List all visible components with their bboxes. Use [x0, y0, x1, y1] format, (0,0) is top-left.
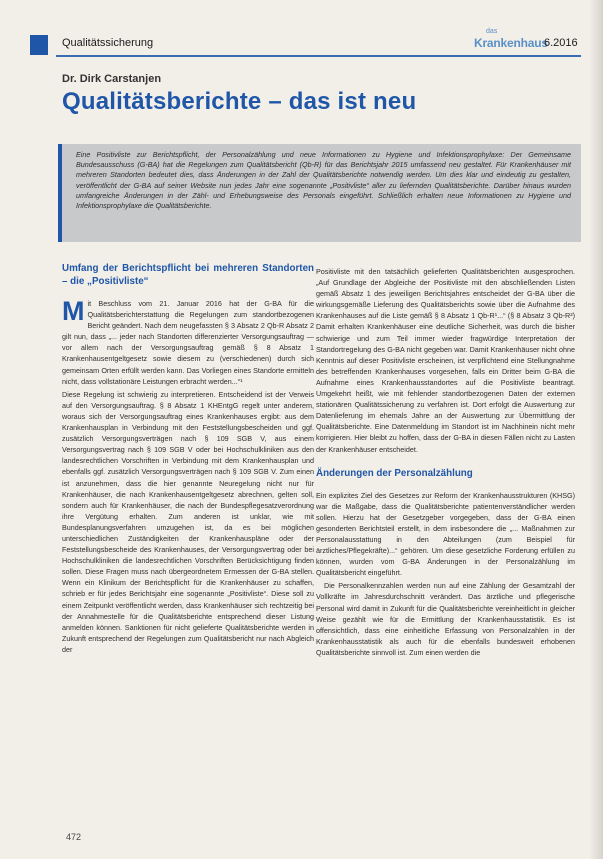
right-paragraph-3: Die Personalkennzahlen werden nun auf eine Zählung der Gesamtzahl der Vollkräfte im Jahresdurchschnitt verändert. Das ärztliche und pflegerische Personal wird damit in Zukunft für die Qualitätsberichte vereinheitlicht in gleicher Weise gezählt wie für die Ermittlung der Krankenhausstatistik. Es ist offensichtlich, dass eine einheitliche Erfassung von Personalzahlen in der Krankenhausstatistik als auch für die ebenfalls bundesweit erhobenen Qualitätsberichte sinnvoll ist. Zum einen werden die — [316, 581, 575, 657]
left-column-heading: Umfang der Berichtspflicht bei mehreren Standorten – die „Positivliste“ — [62, 263, 314, 287]
section-color-tab — [30, 35, 48, 55]
left-paragraph-1-text: it Beschluss vom 21. Januar 2016 hat der G-BA für die Qualitätsberichterstattung die Regelungen zum standortbezogenen Bericht geändert. Nach dem neugefassten § 3 Absatz 2 Qb-R Absatz 2 gilt nun, dass „... jeder nach Standorten differenzierter Versorgungsauftrag — vor allem nach der Versorgungsauftrag gemäß § 8 Absatz 1 Krankenhausentgeltgesetz sowie diesem zu (verschiedenen) durch sich gemeinsam Orten erfüllt werden kann. Das Vorliegen eines Standorte ermitteln nicht, dass vollstationäre Leistungen erbracht werden...“¹ — [62, 299, 314, 386]
left-paragraph-1 — [62, 298, 314, 387]
scan-edge-shadow — [589, 0, 603, 859]
page-number: 472 — [66, 832, 82, 842]
right-paragraph-1: Positivliste mit den tatsächlich gelieferten Qualitätsberichten ausgesprochen. „Auf Grundlage der Abgleiche der Positivliste mit den abschließenden Listen gemäß Absatz 1 des jeweiligen Berichtsjahres entscheidet der G-BA über die wirkungsgemäße Lieferung des Qualitätsberichts sowie über die Aufnahme des Krankenhauses auf die Liste gemäß § 8 Absatz 1 Qb-R¹...“ (§ 8 Absatz 3 Qb-R²) Damit erhalten Krankenhäuser eine deutliche Sicherheit, was durch die bisher schwierige und zum Teil immer wieder fragwürdige Interpretation der Standortregelung des G-BA nicht gegeben war. Damit Krankenhäuser nicht ohne Kenntnis auf dieser Positivliste erscheinen, ist verpflichtend eine Stellungnahme des betreffenden Krankenhauses vorgesehen, falls ein Dritter beim G-BA die Aufnahme eines Krankenhausstandortes auf die Positivliste beantragt. Umgekehrt heißt, wie mit fehlender standortbezogenen Daten der externen stationären Qualitätssicherung zu verfahren ist. Dort erfolgt die Auswertung zur Datenlieferung im ehemals Jahre an der Auswertung zur Übermittlung der Qualitätsberichte. Eine Datenmeldung im Standort ist im Nachhinein nicht mehr korrigieren. Hier bleibt zu hoffen, dass der G-BA in diesen Fällen nicht zu Lasten der Krankenhäuser entscheidet. — [316, 267, 575, 454]
right-column — [316, 266, 575, 832]
header-divider — [56, 55, 581, 57]
magazine-logo — [474, 28, 548, 51]
article-author: Dr. Dirk Carstanjen — [62, 73, 162, 85]
magazine-logo-small: das — [486, 28, 498, 35]
magazine-logo-name: Krankenhaus — [474, 36, 548, 50]
right-paragraph-2: Ein explizites Ziel des Gesetzes zur Reform der Krankenhausstrukturen (KHSG) war die Maßgabe, dass die Qualitätsberichte patientenverständlicher werden sollen. Hierzu hat der Gesetzgeber vorgegeben, dass der G-BA einen gesonderten Berichtsteil erstellt, in dem insbesondere die „... Maßnahmen zur Personalausstattung in den Abteilungen (zum Beispiel für ärztliches/Pflegekräfte)...“ gehören. Um diese gesetzliche Forderung erfüllen zu können, wurden vom G-BA Änderungen in der Personalzählung im Qualitätsbericht eingeführt. — [316, 490, 575, 578]
article-abstract: Eine Positivliste zur Berichtspflicht, der Personalzählung und neue Informationen zu Hygiene und Infektionsprophylaxe: Der Gemeinsame Bundesausschuss (G-BA) hat die Regelungen zum Qualitätsbericht (Qb-R) für das Berichtsjahr 2015 umfassend neu gestaltet. Für Krankenhäuser mit mehreren Standorten bedeutet dies, dass Änderungen in der Zahl der Qualitätsberichte notwendig werden. Um dies klar und eindeutig zu gestalten, veröffentlicht der G-BA auf seiner Website nun jedes Jahr eine sogenannte „Positivliste“ aller zu liefernden Qualitätsberichte. Darüber hinaus wurden umfangreiche Änderungen in der Zähl- und Erhebungsweise des Personals eingeführt. Schließlich erhalten neue Informationen zu Hygiene und Infektionsprophylaxe die Qualitätsberichte. — [58, 144, 581, 242]
article-title: Qualitätsberichte – das ist neu — [62, 88, 417, 115]
issue-number: 6.2016 — [544, 37, 578, 49]
drop-cap: M — [62, 296, 85, 326]
left-column — [62, 262, 314, 832]
left-paragraph-2: Diese Regelung ist schwierig zu interpretieren. Entscheidend ist der Verweis auf den Versorgungsauftrag. § 8 Absatz 1 KHEntgG regelt unter anderem, woraus sich der Versorgungsauftrag eines Krankenhauses ergibt: aus dem Krankenhausplan in Verbindung mit den Feststellungsbescheiden und ggf. zusätzlich Versorgungsverträgen nach § 109 SGB V, aus einem Versorgungsvertrag nach § 109 SGB V oder bei Hochschulkliniken aus den landesrechtlichen Vorschriften in Verbindung mit dem Krankenhausplan und ebenfalls ggf. zusätzlich Versorgungsverträgen nach § 109 SGB V. Zum einen ist anzunehmen, dass die hier genannte Neuregelung nicht nur für Krankenhäuser, die nach Krankenhausentgeltgesetz abrechnen, gelten soll, sondern auch für Krankenhäuser, die nach der Bundespflegesatzverordnung ihre Vergütung erhalten. Zum anderen ist unklar, wie mit Bundesplanungsverfahren umzugehen ist, da es bei möglichen unterschiedlichen Zuständigkeiten der Krankenhauspläne oder der Feststellungsbescheide des Krankenhauses, der Versorgungsvertrag oder bei Hochschulkliniken die landesrechtlichen Vorschriften Berücksichtigung finden sollen. Diese Fragen muss nach übergeordnetem Ermessen der G-BA stellen. Wenn ein Klinikum der Berichtspflicht für die Krankenhäuser zu schaffen, schrieb er für jedes Berichtsjahr eine sogenannte „Positivliste“. Diese soll zu einem Zeitpunkt veröffentlicht werden, dass Krankenhäuser sich rechtzeitig bei der Annahmestelle für die Qualitätsberichte entsprechend dieser Listung anmelden können. Sanktionen für nicht gelieferte Qualitätsberichte werden in Zukunft entsprechend der Regelungen zum Qualitätsbericht nur nach Abgleich der — [62, 389, 314, 654]
right-column-heading: Änderungen der Personalzählung — [316, 467, 473, 479]
section-label: Qualitätssicherung — [62, 37, 154, 49]
